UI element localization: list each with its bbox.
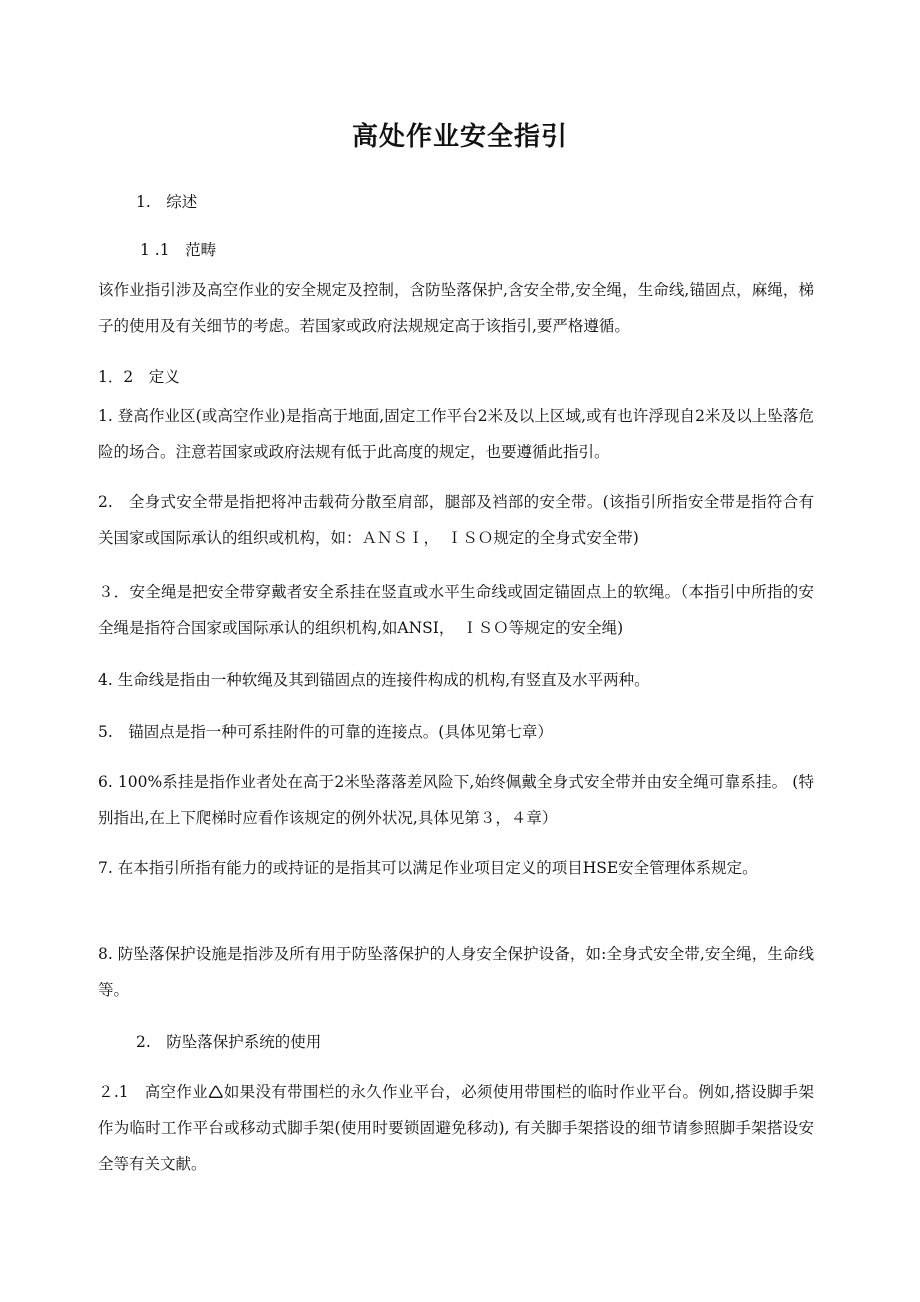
definition-item-1: 1. 登高作业区(或高空作业)是指高于地面,固定工作平台2米及以上区域,或有也许浮现自2米及以上坠落危险的场合。注意若国家或政府法规有低于此高度的规定，也要遵循此指引。 (98, 407, 814, 461)
section-1-heading: 1. 综述 (136, 193, 198, 211)
document-title: 高处作业安全指引 (351, 122, 568, 152)
section-1-1-body: 该作业指引涉及高空作业的安全规定及控制，含防坠落保护,含安全带,安全绳，生命线,锚固点，麻绳，梯子的使用及有关细节的考虑。若国家或政府法规规定高于该指引,要严格遵循。 (98, 281, 814, 335)
definition-item-4: 4. 生命线是指由一种软绳及其到锚固点的连接件构成的机构,有竖直及水平两种。 (98, 671, 650, 689)
definition-item-8: 8. 防坠落保护设施是指涉及所有用于防坠落保护的人身安全保护设备，如:全身式安全带,安全绳，生命线等。 (98, 945, 814, 999)
definition-item-7: 7. 在本指引所指有能力的或持证的是指其可以满足作业项目定义的项目HSE安全管理体系规定。 (98, 859, 758, 877)
section-1-1-heading: 1 .1 范畴 (140, 241, 217, 259)
section-2-heading: 2. 防坠落保护系统的使用 (136, 1033, 322, 1051)
section-2-1-body: ２.1 高空作业🛆如果没有带围栏的永久作业平台，必须使用带围栏的临时作业平台。例如,搭设脚手架作为临时工作平台或移动式脚手架(使用时要锁固避免移动), 有关脚手架搭设的细节请参照脚手架搭设安全等有关文献。 (98, 1083, 814, 1173)
definition-item-3: ３．安全绳是把安全带穿戴者安全系挂在竖直或水平生命线或固定锚固点上的软绳。（本指引中所指的安全绳是指符合国家或国际承认的组织机构,如ANSI， ＩＳＯ等规定的安全绳) (98, 583, 814, 637)
definition-item-5: 5. 锚固点是指一种可系挂附件的可靠的连接点。(具体见第七章） (98, 723, 553, 741)
definition-item-2: 2. 全身式安全带是指把将冲击载荷分散至肩部，腿部及裆部的安全带。(该指引所指安全带是指符合有关国家或国际承认的组织或机构，如：ＡＮＳＩ， ＩＳＯ规定的全身式安全带) (98, 493, 814, 547)
section-1-2-heading: 1．2 定义 (98, 368, 180, 386)
definition-item-6: 6. 100%系挂是指作业者处在高于2米坠落落差风险下,始终佩戴全身式安全带并由安全绳可靠系挂。 (特别指出,在上下爬梯时应看作该规定的例外状况,具体见第３，４章） (98, 773, 814, 827)
